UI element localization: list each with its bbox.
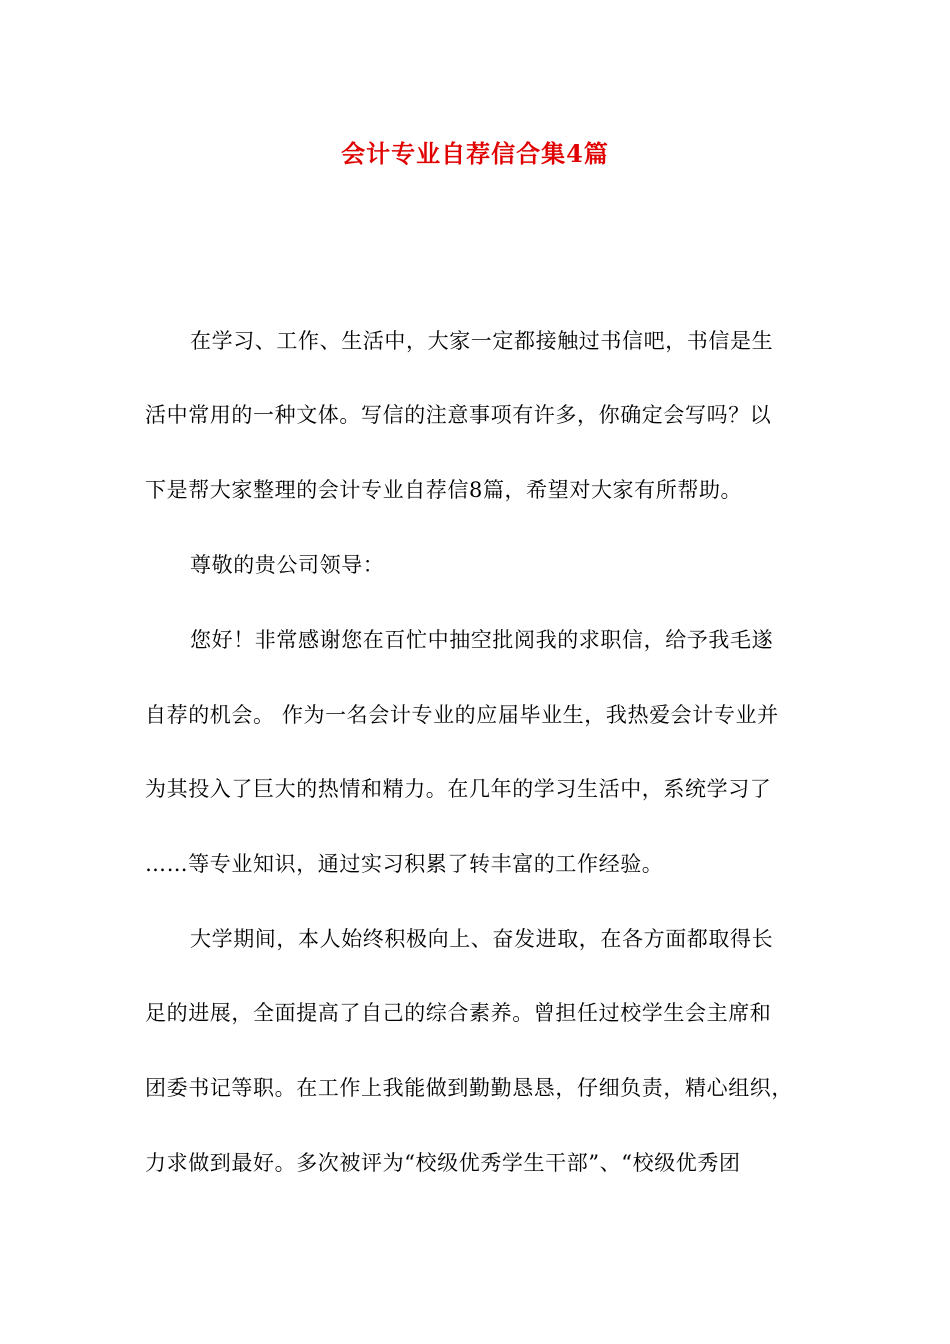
paragraph-line: 在学习、工作、生活中，大家一定都接触过书信吧，书信是生 <box>190 329 774 353</box>
salutation-line: 尊敬的贵公司领导： <box>190 553 385 577</box>
paragraph-line: 活中常用的一种文体。写信的注意事项有许多，你确定会写吗？以 <box>145 403 772 427</box>
paragraph-line: 力求做到最好。多次被评为“校级优秀学生干部”、“校级优秀团 <box>145 1151 741 1175</box>
paragraph-line: 团委书记等职。在工作上我能做到勤勤恳恳，仔细负责，精心组织， <box>145 1076 793 1100</box>
paragraph-line: 您好！非常感谢您在百忙中抽空批阅我的求职信，给予我毛遂 <box>190 628 774 652</box>
document-title: 会计专业自荐信合集4篇 <box>341 139 609 168</box>
paragraph-line: 足的进展，全面提高了自己的综合素养。曾担任过校学生会主席和 <box>145 1001 772 1025</box>
paragraph-line: 自荐的机会。 作为一名会计专业的应届毕业生，我热爱会计专业并 <box>145 703 779 727</box>
paragraph-line: ……等专业知识，通过实习积累了转丰富的工作经验。 <box>145 852 664 876</box>
paragraph-line: 为其投入了巨大的热情和精力。在几年的学习生活中，系统学习了 <box>145 777 772 801</box>
paragraph-line: 大学期间，本人始终积极向上、奋发进取，在各方面都取得长 <box>190 927 774 951</box>
paragraph-line: 下是帮大家整理的会计专业自荐信8篇，希望对大家有所帮助。 <box>145 478 743 502</box>
